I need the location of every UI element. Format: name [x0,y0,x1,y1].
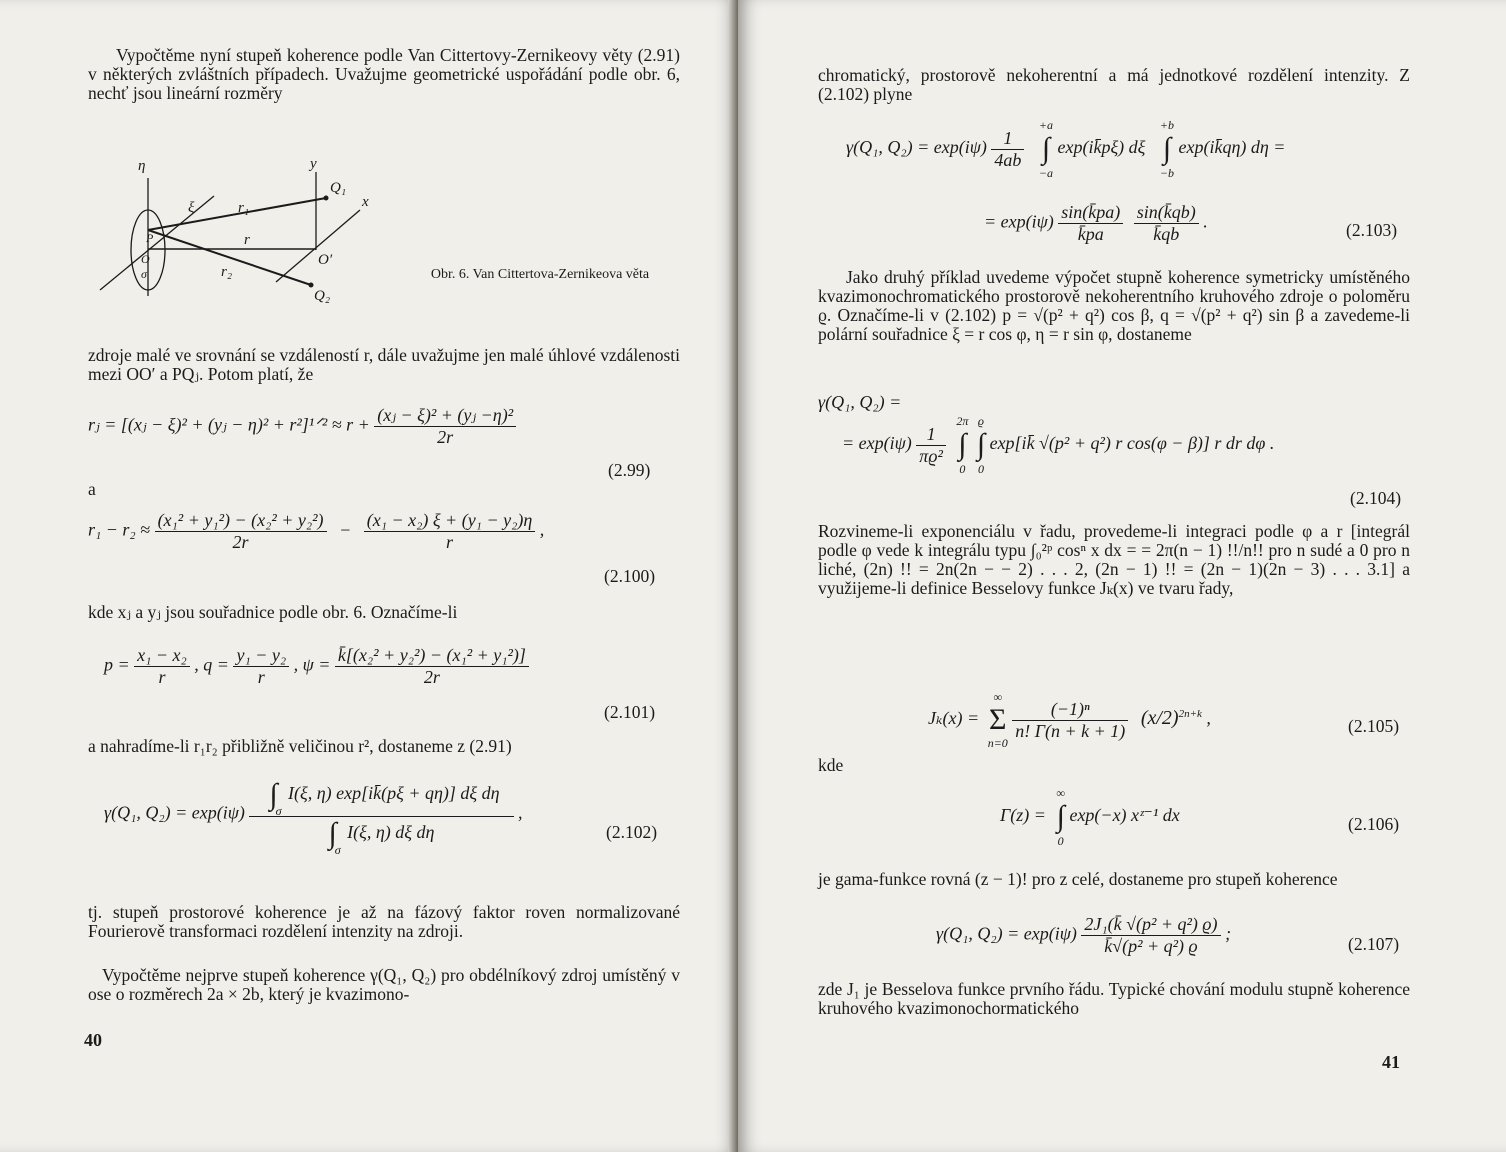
figure-6-diagram [96,150,396,320]
eq-2-103-left: γ(Q₁, Q₂) = exp(iψ) [846,137,987,158]
eq-2-102-denominator [249,817,513,857]
right-paragraph-3: Rozvineme-li exponenciálu v řadu, provedeme-li integraci podle φ a r [integrál podle φ vede k integrálu typu ∫₀²ᵖ cosⁿ x dx = = 2π(n − 1) !!/n!! pro n sudé a 0 pro n liché, (2n) !! = 2n(2n − − 2) . . . 2, (2n − 1) !! = (2n − 1)(2n − 3) . . . 3.1] a využijeme-li definice Besselovy funkce Jₖ(x) ve tvaru řady, [818,521,1410,598]
eq-2-104-integral-1 [956,414,968,476]
eq-2-102-numerator [249,778,513,817]
point-q1 [324,196,329,201]
right-paragraph-1: chromatický, prostorově nekoherentní a má jednotkové rozdělení intenzity. Z (2.102) plyne [818,65,1410,104]
eq-2-103-integral-2 [1160,118,1174,180]
equation-2-99-number: (2.99) [608,460,651,480]
eq-2-101-q-fraction [233,645,289,688]
eq-2-101-p-numerator: x₁ − x₂ [134,645,190,667]
eq-2-103-prefactor [991,128,1024,171]
equation-2-103-number: (2.103) [1346,220,1398,240]
eq-2-104-left: = exp(iψ) [842,433,912,454]
paragraph-4: a nahradíme-li r₁r₂ přibližně veličinou r², dostaneme z (2.91) [88,736,512,756]
paragraph-5: tj. stupeň prostorové koherence je až na fázový faktor roven normalizované Fourierově transformaci rozdělení intenzity na zdroji. [88,902,680,941]
eq-2-106-int-sign: ∫ [1056,800,1065,833]
eq-2-102-integral-top: ∫ [269,778,278,811]
eq-2-101-q: , q = [194,654,229,675]
paragraph-2: zdroje malé ve srovnání se vzdáleností r, dále uvažujme jen malé úhlové vzdálenosti mezi OO′ a PQⱼ. Potom platí, že [88,345,680,384]
label-r1: r₁ [238,200,250,216]
figure-6-caption: Obr. 6. Van Cittertova-Zernikeova věta [430,267,650,282]
word-kde: kde [818,755,844,775]
eq-2-99-denominator: 2r [437,427,454,447]
eq-2-105-denominator: n! Γ(n + k + 1) [1015,720,1126,741]
eq-2-103-int1-body: exp(ik̄pξ) dξ [1057,137,1146,158]
eq-2-100-f1-denominator: 2r [232,532,249,552]
right-paragraph-5: zde J₁ je Besselova funkce prvního řádu. Typické chování modulu stupně koherence kruhového kvazimonochormatického [818,979,1410,1018]
eq-2-104-int2-upper: ϱ [977,414,985,428]
page-number-left: 40 [84,1030,102,1050]
eq-2-103-int1-lower: −a [1038,166,1053,180]
eq-2-105-sum-upper: ∞ [993,690,1003,704]
label-r2: r₂ [221,264,233,280]
point-q2 [309,283,314,288]
eq-2-102-left: γ(Q₁, Q₂) = exp(iψ) [104,802,245,823]
eq-2-103-sinc-a [1058,202,1123,245]
eq-2-106-left: Γ(z) = [1000,805,1046,826]
label-o-prime: O′ [318,252,333,268]
eq-2-103-sinc-a-denominator: k̄pa [1077,224,1104,244]
label-o: O [141,252,150,266]
eq-2-100-f1-numerator: (x₁² + y₁²) − (x₂² + y₂²) [155,510,327,532]
equation-2-101 [104,645,529,688]
eq-2-103-sinc-a-numerator: sin(k̄pa) [1058,202,1123,224]
eq-2-102-comma: , [518,802,523,823]
eq-2-102-sigma-top: σ [275,804,282,818]
label-r: r [244,232,250,248]
label-y: y [310,156,317,172]
equation-2-105 [928,690,1211,750]
eq-2-100-minus: − [339,519,352,540]
eq-2-99-left: rⱼ = [(xⱼ − ξ)² + (yⱼ − η)² + r²]¹ᐟ² ≈ r + [88,414,370,435]
ray-r1 [148,198,326,230]
eq-2-101-psi-numerator: k̄[(x₂² + y₂²) − (x₁² + y₁²)] [335,645,529,667]
eq-2-105-sum-lower: n=0 [987,736,1008,750]
eq-2-105-x-over-2: (x/2) [1140,707,1179,730]
paragraph-6: Vypočtěme nejprve stupeň koherence γ(Q₁, Q₂) pro obdélníkový zdroj umístěný v ose o rozměrech 2a × 2b, který je kvazimono- [88,965,680,1004]
label-eta: η [138,158,146,174]
eq-2-105-exponent: 2n+k [1178,708,1202,721]
label-p: P [146,231,154,245]
equation-2-101-number: (2.101) [604,702,656,722]
eq-2-100-f2-denominator: r [445,532,453,552]
paragraph-3: kde xⱼ a yⱼ jsou souřadnice podle obr. 6. Označíme-li [88,602,458,622]
eq-2-107-semicolon: ; [1225,923,1232,944]
equation-2-104-line-2 [842,414,1274,476]
eq-2-103-int1-upper: +a [1038,118,1053,132]
label-q1: Q₁ [330,180,347,196]
equation-2-106 [1000,786,1180,848]
eq-2-105-comma: , [1206,708,1211,729]
eq-2-104-int2-lower: 0 [977,462,984,476]
eq-2-105-sum-sign: Σ [989,703,1007,736]
eq-2-100-fraction-1 [155,510,327,553]
eq-2-100-fraction-2 [364,510,536,553]
eq-2-104-body: exp[ik̄ √(p² + q²) r cos(φ − β)] r dr dφ . [989,433,1275,454]
intro-paragraph: Vypočtěme nyní stupeň koherence podle Van Cittertovy-Zernikeovy věty (2.91) v některých zvláštních případech. Uvažujme geometrické uspořádání podle obr. 6, nechť jsou lineární rozměry [88,45,680,103]
eq-2-103-sinc-b-denominator: k̄qb [1153,224,1180,244]
eq-2-104-int1-upper: 2π [956,414,969,428]
eq-2-107-fraction [1081,914,1220,957]
eq-2-106-integral [1056,786,1065,848]
eq-2-101-p-denominator: r [158,667,166,687]
eq-2-103-int2-lower: −b [1159,166,1174,180]
eq-2-103-int1-sign: ∫ [1041,132,1051,165]
label-q2: Q₂ [314,288,331,304]
equation-2-100-number: (2.100) [604,566,656,586]
eq-2-107-denominator: k̄√(p² + q²) ϱ [1104,936,1198,956]
eq-2-102-fraction [249,778,513,857]
eq-2-104-prefactor-numerator: 1 [916,424,946,446]
equation-2-107 [936,914,1231,957]
equation-2-104-number: (2.104) [1350,488,1402,508]
eq-2-101-psi-fraction [335,645,529,688]
equation-2-99 [88,405,516,448]
eq-2-104-int1-lower: 0 [959,462,966,476]
eq-2-107-left: γ(Q₁, Q₂) = exp(iψ) [936,923,1077,944]
eq-2-102-integral-bottom: ∫ [328,817,337,850]
eq-2-106-lower: 0 [1057,834,1064,848]
eq-2-105-left: Jₖ(x) = [928,708,980,729]
x-axis [276,210,360,282]
eq-2-99-numerator: (xⱼ − ξ)² + (yⱼ −η)² [374,405,516,427]
eq-2-104-prefactor-denominator: πϱ² [919,445,943,466]
equation-2-100 [88,510,544,553]
eq-2-100-left: r₁ − r₂ ≈ [88,519,151,540]
eq-2-105-numerator: (−1)ⁿ [1012,699,1128,721]
right-paragraph-2: Jako druhý příklad uvedeme výpočet stupně koherence symetricky umístěného kvazimonochromatického prostorově nekoherentního kruhového zdroje o poloměru ϱ. Označíme-li v (2.102) p = √(p² + q²) cos β, q = √(p² + q²) sin β a zavedeme-li polární souřadnice ξ = r cos φ, η = r sin φ, dostaneme [818,267,1410,344]
equation-2-102-number: (2.102) [606,822,658,842]
eq-2-102-numerator-text: I(ξ, η) exp[ik̄(pξ + qη)] dξ dη [288,783,500,804]
equation-2-107-number: (2.107) [1348,934,1400,954]
eq-2-100-f2-numerator: (x₁ − x₂) ξ + (y₁ − y₂)η [364,510,536,532]
eq-2-105-sum [988,690,1008,750]
eq-2-106-body: exp(−x) xᶻ⁻¹ dx [1069,805,1180,826]
eq-2-106-upper: ∞ [1056,786,1065,800]
eq-2-103-int2-body: exp(ik̄qη) dη = [1178,137,1286,158]
eq-2-102-sigma-bottom: σ [334,843,341,857]
right-page [738,0,1506,1152]
equation-2-105-number: (2.105) [1348,716,1400,736]
eq-2-103-sinc-b-numerator: sin(k̄qb) [1134,202,1199,224]
eq-2-100-comma: , [539,519,545,540]
eq-2-103-prefactor-numerator: 1 [991,128,1024,150]
eq-2-103-line2-left: = exp(iψ) [984,211,1054,232]
equation-2-104-line-1: γ(Q₁, Q₂) = [818,392,902,412]
eq-2-103-dot: . [1203,211,1208,232]
eq-2-105-fraction [1012,699,1128,742]
eq-2-104-int2-sign: ∫ [976,428,986,461]
eq-2-103-prefactor-denominator: 4ab [994,149,1022,170]
eq-2-101-q-numerator: y₁ − y₂ [233,645,289,667]
equation-2-103-line-2 [984,202,1208,245]
page-number-right: 41 [1382,1052,1400,1072]
eq-2-101-psi-denominator: 2r [423,667,440,687]
xi-axis [100,196,214,290]
eq-2-103-integral-1 [1039,118,1053,180]
eq-2-101-psi: , ψ = [293,654,331,675]
label-x: x [362,194,369,210]
eq-2-103-sinc-b [1134,202,1199,245]
equation-2-102 [104,778,523,857]
eq-2-104-prefactor [916,424,946,467]
eq-2-103-int2-upper: +b [1159,118,1174,132]
equation-2-106-number: (2.106) [1348,814,1400,834]
eq-2-99-fraction [374,405,516,448]
eq-2-104-int1-sign: ∫ [958,428,967,461]
eq-2-102-denominator-text: I(ξ, η) dξ dη [347,822,435,843]
word-a: a [88,479,96,499]
eq-2-101-q-denominator: r [257,667,265,687]
equation-2-103-line-1 [846,118,1285,180]
eq-2-107-numerator: 2J₁(k̄ √(p² + q²) ϱ) [1081,914,1220,936]
eq-2-101-p-fraction [134,645,190,688]
eq-2-104-integral-2 [977,414,985,476]
label-sigma: σ [141,267,147,281]
eq-2-101-p: p = [104,654,130,675]
eq-2-103-int2-sign: ∫ [1162,132,1172,165]
label-xi: ξ [188,200,195,216]
right-paragraph-4: je gama-funkce rovná (z − 1)! pro z celé, dostaneme pro stupeň koherence [818,869,1338,889]
left-page [0,0,738,1152]
